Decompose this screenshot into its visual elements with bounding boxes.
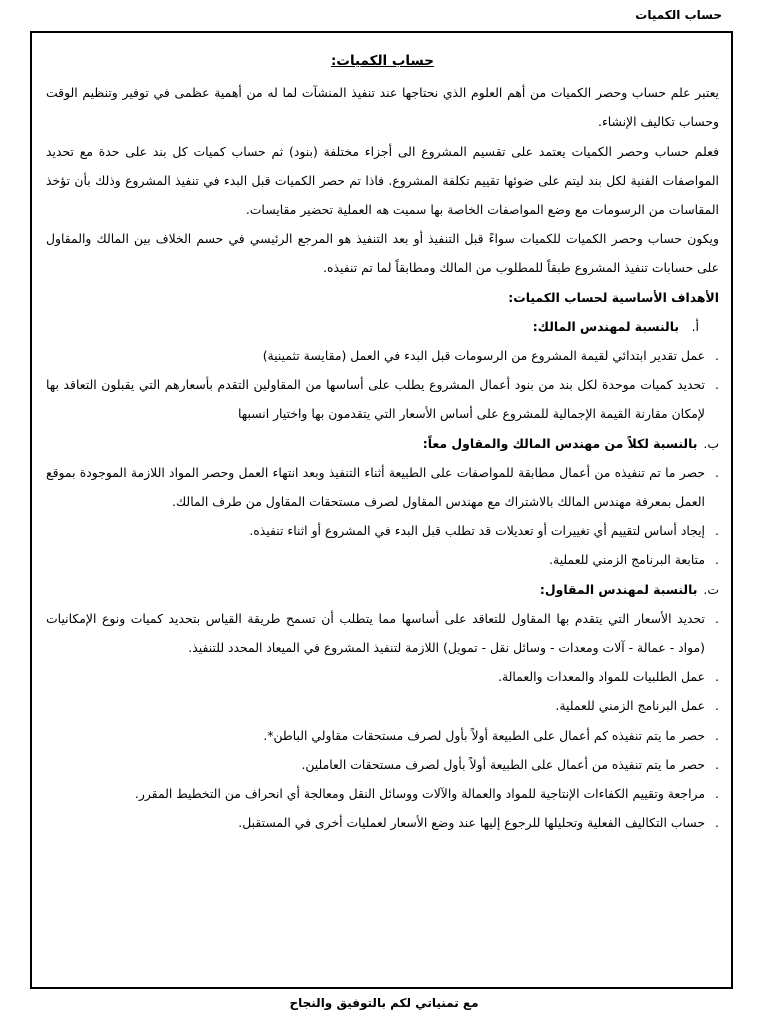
document-title: حساب الكميات: bbox=[331, 53, 434, 69]
section-contractor-engineer bbox=[46, 575, 719, 838]
objectives-list bbox=[46, 604, 719, 838]
section-owner-engineer bbox=[46, 312, 719, 429]
list-item: . حصر ما يتم تنفيذه كم أعمال على الطبيعة أولاً بأول لصرف مستحقات مقاولي الباطن*. bbox=[46, 721, 719, 750]
section-heading-text: بالنسبة لكلاً من مهندس المالك والمقاول معاً: bbox=[422, 435, 698, 451]
list-item: . مراجعة وتقييم الكفاءات الإنتاجية للمواد والعمالة والآلات ووسائل النقل ومعالجة أي انحراف من التخطيط المقرر. bbox=[46, 779, 719, 808]
list-item: . حصر ما يتم تنفيذه من أعمال على الطبيعة أولاً بأول لصرف مستحقات العاملين. bbox=[46, 750, 719, 779]
footer-text: مع تمنياتي لكم بالتوفيق والنجاح bbox=[289, 996, 479, 1010]
objectives-list bbox=[46, 458, 719, 575]
section-owner-and-contractor bbox=[46, 429, 719, 575]
list-item: . تحديد كميات موحدة لكل بند من بنود أعمال المشروع يطلب على أساسها من المقاولين التقدم بأسعارهم التي يقبلون التعاقد بها لإمكان مقارنة القيمة الإجمالية للمشروع على أساس الأسعار التي يتقدمون بها واختيار انسبها bbox=[46, 370, 719, 428]
list-item: . حساب التكاليف الفعلية وتحليلها للرجوع إليها عند وضع الأسعار لعمليات أخرى في المستقبل. bbox=[46, 808, 719, 837]
section-heading-text: بالنسبة لمهندس المقاول: bbox=[539, 581, 698, 597]
document-content bbox=[46, 47, 719, 837]
objectives-heading: الأهداف الأساسية لحساب الكميات: bbox=[508, 289, 719, 305]
method-paragraph: فعلم حساب وحصر الكميات يعتمد على تقسيم المشروع الى أجزاء مختلفة (بنود) ثم حساب كميات كل بند على حدة مع تحديد المواصفات الفنية لكل بند ليتم على ضوئها تقييم تكلفة المشروع. فاذا تم حصر الكميات قبل البدء في تنفيذ المشروع وذلك بأن تؤخذ المقاسات من الرسومات مع وضع المواصفات الخاصة بها سميت هه العملية تحضير مقايسات. bbox=[46, 143, 719, 218]
page-header-title: حساب الكميات bbox=[635, 8, 722, 22]
reference-paragraph: ويكون حساب وحصر الكميات للكميات سواءً قبل التنفيذ أو بعد التنفيذ هو المرجع الرئيسي في حسم الخلاف بين المالك والمقاول على حسابات تنفيذ المشروع طبقاً للمطلوب من المالك ومطابقاً لما تم تنفيذه. bbox=[46, 231, 719, 276]
list-item: . تحديد الأسعار التي يتقدم بها المقاول للتعاقد على أساسها مما يتطلب أن تسمح طريقة القياس بتحديد كميات ونوع الإمكانيات (مواد - عمالة - آلات ومعدات - وسائل نقل - تمويل) اللازمة لتنفيذ المشروع في الميعاد المحدد للتنفيذ. bbox=[46, 604, 719, 662]
section-marker: أ. bbox=[691, 318, 699, 334]
list-item: . حصر ما تم تنفيذه من أعمال مطابقة للمواصفات على الطبيعة أثناء التنفيذ وبعد انتهاء العمل وحصر المواد اللازمة الموجودة بموقع العمل بمعرفة مهندس المالك بالاشتراك مع مهندس المقاول لصرف مستحقات المقاول من طرف المالك. bbox=[46, 458, 719, 516]
objectives-list bbox=[46, 341, 719, 429]
section-heading-text: بالنسبة لمهندس المالك: bbox=[532, 318, 679, 334]
section-heading bbox=[46, 575, 719, 604]
section-marker: ت. bbox=[703, 581, 719, 597]
section-marker: ب. bbox=[703, 435, 719, 451]
section-heading bbox=[46, 429, 719, 458]
section-heading bbox=[46, 312, 719, 341]
intro-paragraph: يعتبر علم حساب وحصر الكميات من أهم العلوم الذي نحتاجها عند تنفيذ المنشآت لما له من أهمية عظمى في توفير وتنظيم الوقت وحساب تكاليف الإنشاء. bbox=[46, 85, 719, 130]
list-item: . متابعة البرنامج الزمني للعملية. bbox=[46, 545, 719, 574]
list-item: . عمل تقدير ابتدائي لقيمة المشروع من الرسومات قبل البدء في العمل (مقايسة تثمينية) bbox=[46, 341, 719, 370]
document-frame bbox=[30, 31, 733, 989]
list-item: . إيجاد أساس لتقييم أي تغييرات أو تعديلات قد تطلب قبل البدء في المشروع أو اثناء تنفيذه. bbox=[46, 516, 719, 545]
list-item: . عمل الطلبيات للمواد والمعدات والعمالة. bbox=[46, 662, 719, 691]
list-item: . عمل البرنامج الزمني للعملية. bbox=[46, 691, 719, 720]
